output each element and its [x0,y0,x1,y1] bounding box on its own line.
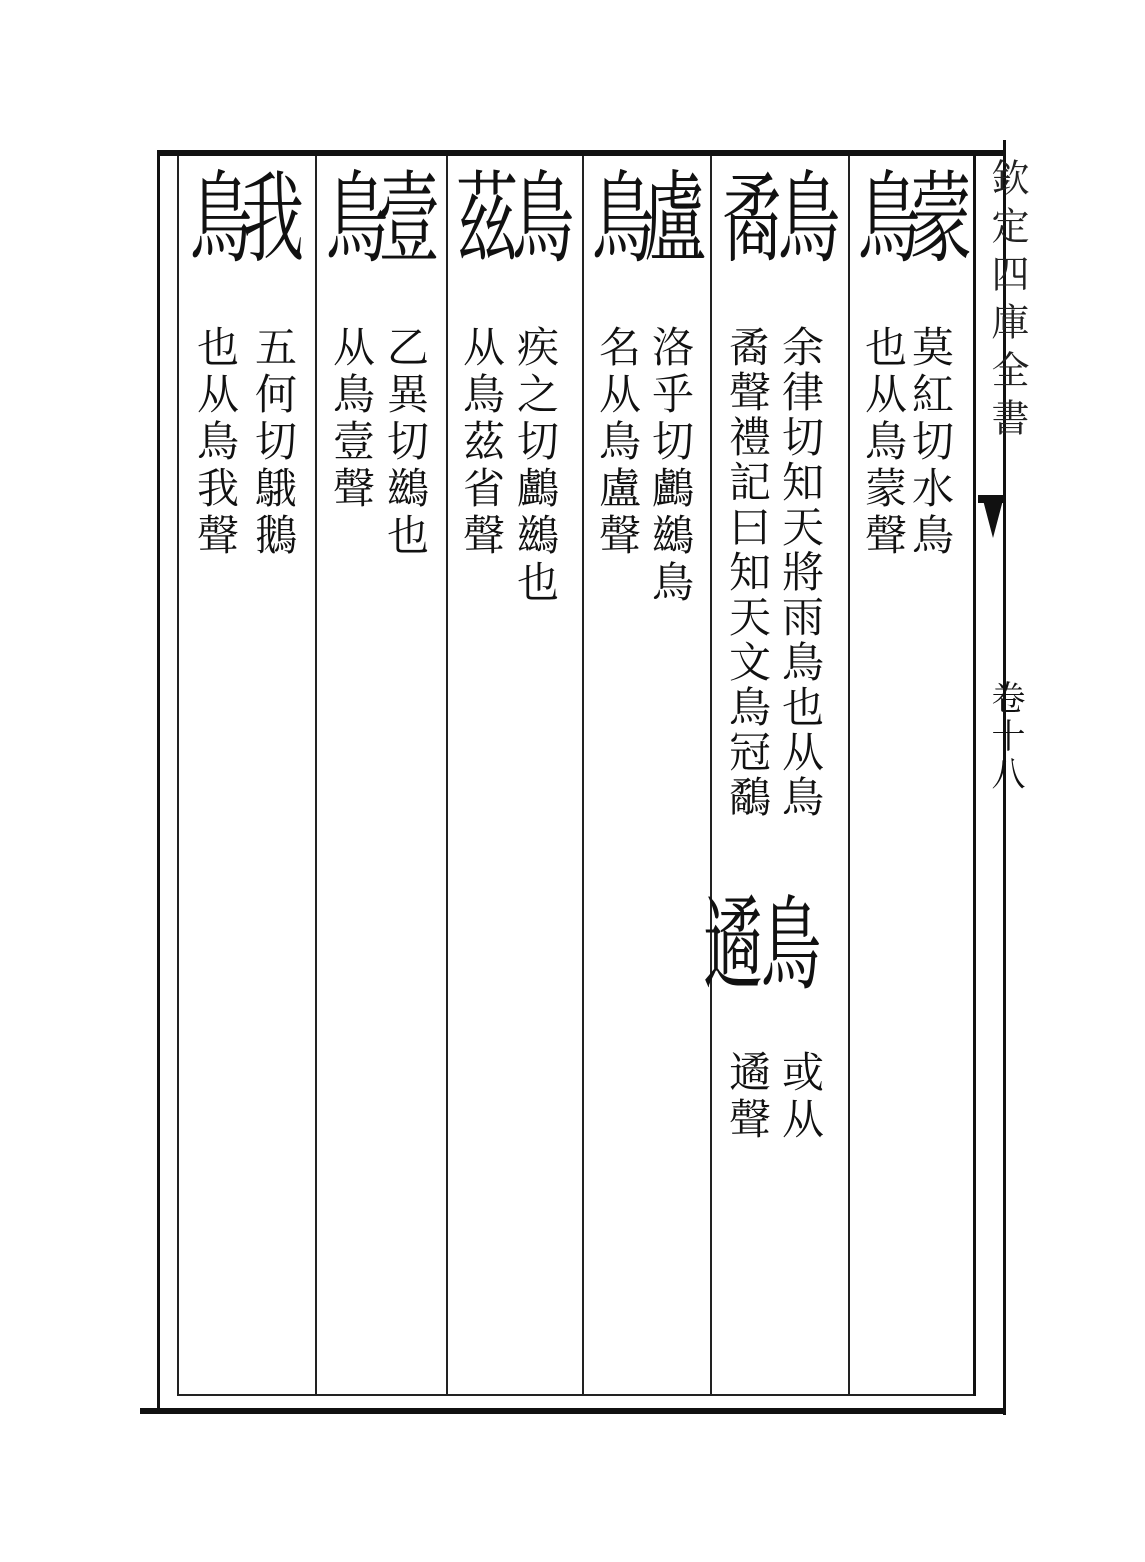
entry-gloss-line: 矞聲禮記曰知天文鳥冠鷸 [723,325,772,820]
column-divider [315,156,317,1396]
seal-component: 我 [242,160,305,278]
seal-radical: 鳥 [858,160,921,278]
frame-left-rule [157,150,160,1412]
margin-book-title: 欽定四庫全書 [985,158,1029,446]
entry-gloss-line: 名从鳥盧聲 [593,325,642,560]
entry-gloss-line: 疾之切鸕鷀也 [511,325,560,607]
seal-component: 矞 [722,160,785,278]
seal-radical: 鳥 [512,160,575,278]
seal-radical: 鳥 [761,887,821,1007]
seal-radical: 鳥 [326,160,389,278]
entry-gloss-line: 五何切䳘鵝 [249,325,298,560]
seal-radical: 鳥 [778,160,841,278]
frame-inner-bottom-rule [177,1394,973,1396]
seal-character [326,160,444,310]
seal-component: 茲 [456,160,519,278]
entry-gloss-line: 莫紅切水鳥 [906,325,955,560]
entry-gloss-line: 乙異切鷀也 [381,325,430,560]
column-divider [710,156,712,1396]
margin-divider-rule [973,156,976,1396]
entry-gloss-line: 也从鳥我聲 [191,325,240,560]
entry-gloss-line: 也从鳥蒙聲 [859,325,908,560]
entry-gloss-line: 余律切知天將雨鳥也从鳥 [776,325,825,820]
column-divider [848,156,850,1396]
column-divider [446,156,448,1396]
seal-component: 盧 [644,160,707,278]
column-divider [582,156,584,1396]
margin-juan-number: 卷十八 [985,680,1025,794]
frame-bottom-rule [140,1408,1006,1414]
seal-character [190,160,308,310]
seal-component: 蒙 [910,160,973,278]
seal-radical: 鳥 [592,160,655,278]
entry-gloss-line: 从鳥茲省聲 [457,325,506,560]
entry-gloss-line: 遹聲 [723,1050,772,1144]
fish-tail-mark [983,500,1003,538]
seal-character [858,160,976,310]
entry-gloss-line: 或从 [776,1050,825,1144]
entry-gloss-line: 从鳥壹聲 [327,325,376,513]
seal-component: 遹 [703,887,763,1007]
frame-inner-left-rule [177,156,179,1396]
seal-radical: 鳥 [190,160,253,278]
entry-gloss-line: 洛乎切鸕鷀鳥 [646,325,695,607]
seal-component: 壹 [378,160,441,278]
seal-character [592,160,710,310]
seal-character [456,160,574,310]
seal-character-variant [703,855,821,1025]
seal-character [722,160,840,310]
